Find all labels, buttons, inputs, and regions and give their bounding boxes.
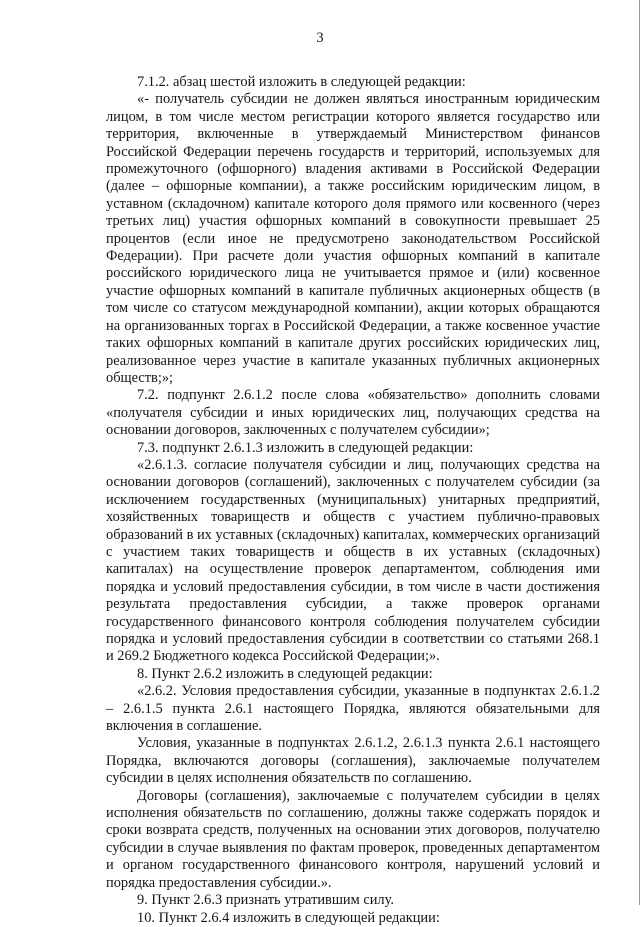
paragraph: Договоры (соглашения), заключаемые с получателем субсидии в целях исполнения обязательств по соглашению, должны также содержать порядок и сроки возврата средств, полученных на основании этих договоров, получателю субсидии в случае выявления по фактам проверок, проведенных департаментом и органом государственного финансового контроля, нарушений условий и порядка предоставления субсидии.». xyxy=(106,787,600,891)
paragraph: 7.1.2. абзац шестой изложить в следующей редакции: xyxy=(137,74,466,90)
document-body xyxy=(106,74,600,927)
paragraph: 10. Пункт 2.6.4 изложить в следующей редакции: xyxy=(137,909,440,926)
paragraph: 7.3. подпункт 2.6.1.3 изложить в следующей редакции: xyxy=(137,439,474,456)
page-number: 3 xyxy=(316,30,324,46)
paragraph: «- получатель субсидии не должен являться иностранным юридическим лицом, в том числе местом регистрации которого является государство или территория, включенные в утверждаемый Министерством финансов Российской Федерации перечень государств и территорий, используемых для промежуточного (офшорного) владения активами в Российской Федерации (далее – офшорные компании), а также российским юридическим лицом, в уставном (складочном) капитале которого доля прямого или косвенного (через третьих лиц) участия офшорных компаний в совокупности превышает 25 процентов (если иное не предусмотрено законодательством Российской Федерации). При расчете доли участия офшорных компаний в капитале российского юридического лица не учитывается прямое и (или) косвенное участие офшорных компаний в капитале публичных акционерных обществ (в том числе со статусом международной компании), акции которых обращаются на организованных торгах в Российской Федерации, а также косвенное участие таких офшорных компаний в капитале других российских юридических лиц, реализованное через участие в капитале указанных публичных акционерных обществ;»; xyxy=(106,91,600,386)
paragraph: «2.6.2. Условия предоставления субсидии, указанные в подпунктах 2.6.1.2 – 2.6.1.5 пункта 2.6.1 настоящего Порядка, являются обязательными для включения в соглашение. xyxy=(106,683,600,735)
paragraph: Условия, указанные в подпунктах 2.6.1.2, 2.6.1.3 пункта 2.6.1 настоящего Порядка, включаются договоры (соглашения), заключаемые получателем субсидии в целях исполнения обязательств по соглашению. xyxy=(106,735,600,787)
paragraph: 7.2. подпункт 2.6.1.2 после слова «обязательство» дополнить словами «получателя субсидии и иных юридических лиц, получающих средства на основании договоров, заключенных с получателем субсидии»; xyxy=(106,387,600,439)
paragraph: «2.6.1.3. согласие получателя субсидии и лиц, получающих средства на основании договоров (соглашений), заключенных с получателем субсидии (за исключением государственных (муниципальных) унитарных предприятий, хозяйственных товариществ и обществ с участием публично-правовых образований в их уставных (складочных) капиталах, коммерческих организаций с участием таких товариществ и обществ в их уставных (складочных) капиталах) на осуществление проверок департаментом, соблюдения ими порядка и условий предоставления субсидии, в том числе в части достижения результата предоставления субсидии, а также проверок органами государственного финансового контроля соблюдения получателем субсидии порядка и условий предоставления субсидии в соответствии со статьями 268.1 и 269.2 Бюджетного кодекса Российской Федерации;». xyxy=(106,456,600,665)
paragraph: 8. Пункт 2.6.2 изложить в следующей редакции: xyxy=(137,665,433,682)
paragraph: 9. Пункт 2.6.3 признать утратившим силу. xyxy=(137,892,394,909)
